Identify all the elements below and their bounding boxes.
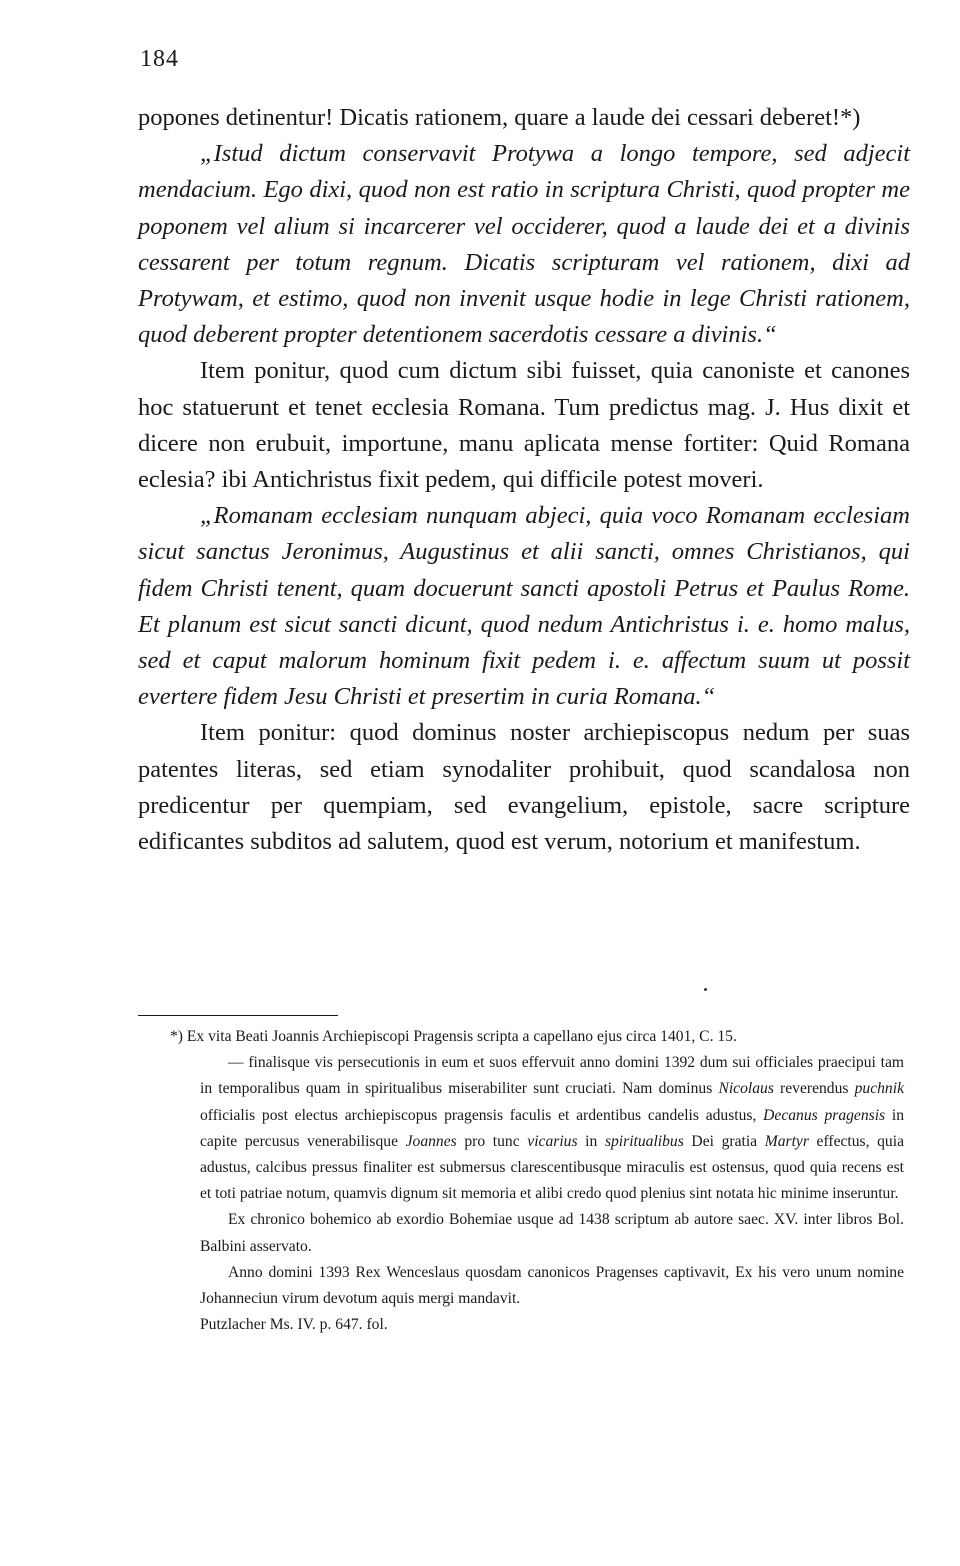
paragraph-3: Item ponitur, quod cum dictum sibi fuisset, quia canoniste et canones hoc statuerunt et tenet ecclesia Romana. Tum predictus mag. J. Hus dixit et dicere non erubuit, importune, manu aplicata mense fortiter: Quid Romana eclesia? ibi Antichristus fixit pedem, qui difficile potest moveri. [138,357,910,494]
stray-dot-mark [704,988,707,991]
footnote-divider [138,1015,338,1016]
fn2-name-puchnik: puchnik [854,1080,904,1098]
footnote-4: Anno domini 1393 Rex Wenceslaus quosdam canonicos Pragenses captivavit, Ex his vero unum nomine Johanneciun virum devotum aquis mergi mandavit. [200,1263,904,1308]
fn2-name-spiritualibus: spiritualibus [604,1132,684,1150]
paragraph-5: Item ponitur: quod dominus noster archiepiscopus nedum per suas patentes literas, sed etiam synodaliter prohibuit, quod scandalosa non predicentur per quempiam, sed evangelium, epistole, sacre scripture edificantes subditos ad salutem, quod est verum, notorium et manifestum. [138,719,910,856]
fn2-name-nicolaus: Nicolaus [718,1080,774,1098]
fn2-text-f: in [577,1132,605,1150]
fn2-text-d: in capite percusus venerabilisque [200,1106,904,1150]
page-number: 184 [140,46,179,72]
fn2-name-vicarius: vicarius [527,1132,578,1150]
fn2-text-g: Dei gratia [683,1132,765,1150]
paragraph-2-quote: „Istud dictum conservavit Protywa a longo tempore, sed adjecit mendacium. Ego dixi, quod non est ratio in scriptura Christi, quod propter me poponem vel alium si incarcerer vel occiderer, quod a laude dei et a divinis cessarent per totum regnum. Dicatis scripturam vel rationem, dixi ad Protywam, et estimo, quod non invenit usque hodie in lege Christi rationem, quod deberent propter detentionem sacerdotis cessare a divinis.“ [138,140,910,349]
fn2-text-h: effectus, quia adustus, calcibus pressus finaliter est submersus clarescentibusque miraculis est ostensus, quod quia recens est et toti patriae notum, quamvis dignum sit memoria et alibi credo quod plenius sint notata hic minime inseruntur. [200,1132,904,1203]
main-text [138,100,910,860]
fn2-name-decanus: Decanus pragensis [763,1106,886,1124]
footnote-2 [200,1050,904,1207]
footnote-3: Ex chronico bohemico ab exordio Bohemiae usque ad 1438 scriptum ab autore saec. XV. inter libros Bol. Balbini asservato. [200,1211,904,1255]
fn2-text-e: pro tunc [456,1132,528,1150]
fn2-text-c: officialis post electus archiepiscopus pragensis faculis et ardentibus candelis adustus, [200,1106,764,1124]
footnote-1: *) Ex vita Beati Joannis Archiepiscopi Pragensis scripta a capellano ejus circa 1401, C. 15. [170,1028,737,1045]
fn2-name-martyr: Martyr [764,1132,809,1150]
paragraph-4-quote: „Romanam ecclesiam nunquam abjeci, quia voco Romanam ecclesiam sicut sanctus Jeronimus, Augustinus et alii sancti, omnes Christianos, qui fidem Christi tenent, quam docuerunt sancti apostoli Petrus et Paulus Rome. Et planum est sicut sancti dicunt, quod nedum Antichristus i. e. homo malus, sed et caput malorum hominum fixit pedem i. e. affectum suum ut possit evertere fidem Jesu Christi et presertim in curia Romana.“ [138,502,910,711]
fn2-text-b: reverendus [773,1080,855,1098]
footnote-source: Putzlacher Ms. IV. p. 647. fol. [200,1316,388,1334]
fn2-name-joannes: Joannes [405,1132,457,1150]
footnotes [170,1024,904,1338]
paragraph-1: popones detinentur! Dicatis rationem, quare a laude dei cessari deberet!*) [138,104,861,131]
fn2-text-a: — finalisque vis persecutionis in eum et suos effervuit anno domini 1392 dum sui officiales praecipui tam in temporalibus quam in spiritualibus miserabiliter sunt cruciati. Nam dominus [200,1054,904,1098]
